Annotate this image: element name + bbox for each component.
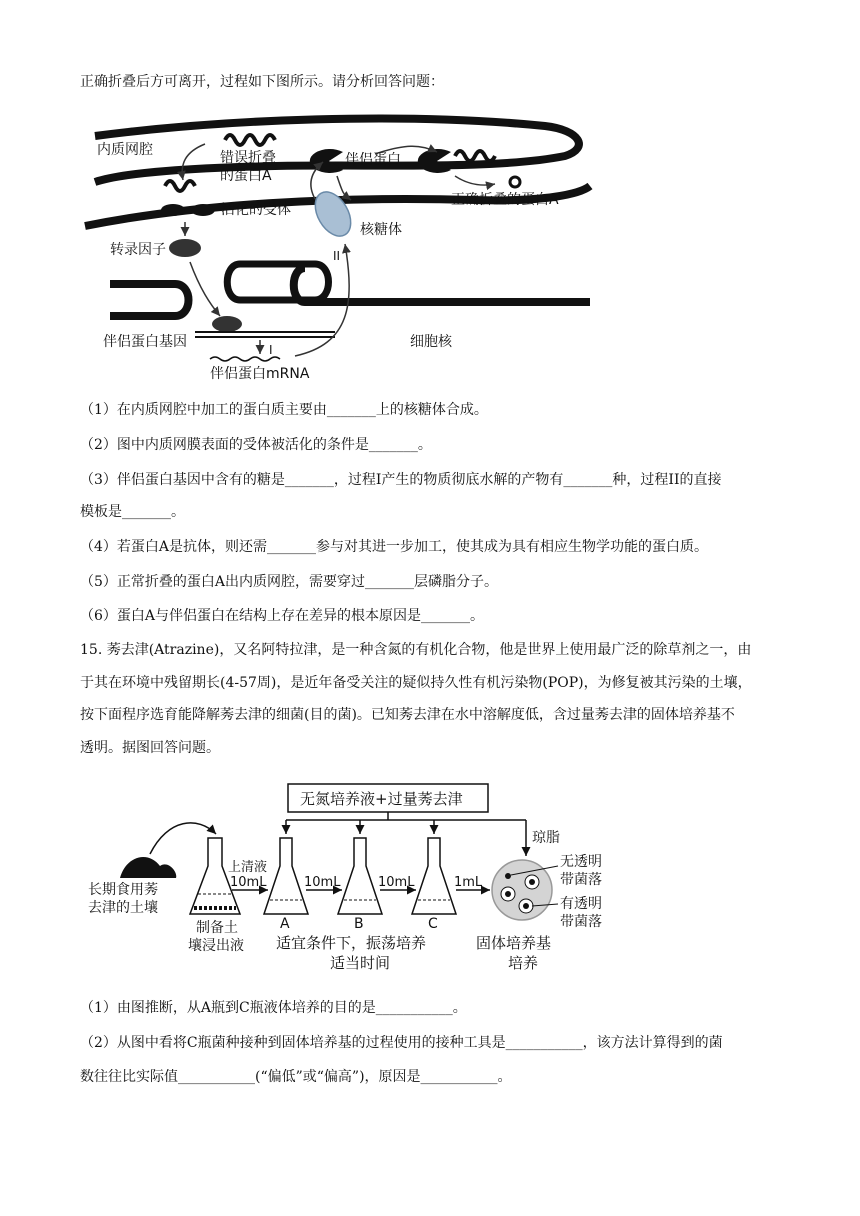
q14-5: （5）正常折叠的蛋白A出内质网腔，需要穿过_______层磷脂分子。: [80, 574, 499, 590]
nuclear-envelope-right: [294, 268, 590, 302]
tf-on-gene-icon: [212, 316, 242, 332]
q15-intro-1: 15. 莠去津(Atrazine)，又名阿特拉津，是一种含氮的有机化合物，他是世界上使用最广泛的除草剂之一，由: [80, 642, 752, 658]
label-no-clear-1: 无透明: [560, 854, 602, 870]
label-vol1: 10mL: [230, 875, 267, 890]
label-flask-c: C: [428, 916, 438, 932]
label-solid-1: 固体培养基: [476, 934, 552, 952]
label-nucleus: 细胞核: [410, 334, 452, 350]
folded-protein-icon: [510, 177, 520, 187]
label-solid-2: 培养: [508, 954, 539, 972]
medium-box-label: 无氮培养液+过量莠去津: [300, 790, 463, 808]
label-ribosome: 核糖体: [360, 222, 402, 238]
q14-6: （6）蛋白A与伴侣蛋白在结构上存在差异的根本原因是_______。: [80, 608, 485, 624]
q15-intro-2: 于其在环境中残留期长(4-57周)，是近年备受关注的疑似持久性有机污染物(POP)，为修复被其污染的土壤，: [80, 675, 752, 691]
receptor-protein-icon: [165, 181, 195, 191]
arrow-misfold-to-receptor: [182, 144, 205, 180]
q15-intro-3: 按下面程序选育能降解莠去津的细菌(目的菌)。已知莠去津在水中溶解度低，含过量莠去津的固体培养基不: [80, 707, 735, 723]
colony-1-icon: [505, 873, 511, 879]
label-flask-b: B: [354, 916, 364, 932]
transcription-factor-icon: [169, 239, 201, 257]
q15-1: （1）由图推断，从A瓶到C瓶液体培养的目的是___________。: [80, 1000, 467, 1016]
label-supernatant: 上清液: [228, 860, 268, 875]
q15-2b: 数往往比实际值___________(“偏低”或“偏高”)，原因是___________。: [80, 1069, 512, 1085]
mrna-strand: [210, 357, 280, 361]
q15-2: （2）从图中看将C瓶菌种接种到固体培养基的过程使用的接种工具是___________，该方法计算得到的菌: [80, 1035, 723, 1051]
ribosome-icon: [308, 186, 358, 243]
label-prep-1: 制备土: [196, 920, 238, 936]
label-activated-receptor: 活化的受体: [221, 202, 291, 218]
label-clear-1: 有透明: [560, 896, 602, 912]
q15-intro-4: 透明。据图回答问题。: [80, 740, 220, 756]
label-process-i: I: [269, 343, 273, 357]
label-transcription-factor: 转录因子: [110, 242, 166, 258]
label-vol4: 1mL: [454, 875, 483, 890]
misfolded-protein-a-icon: [225, 135, 275, 145]
q14-4: （4）若蛋白A是抗体，则还需_______参与对其进一步加工，使其成为具有相应生物学功能的蛋白质。: [80, 539, 709, 555]
q14-3b: 模板是_______。: [80, 504, 185, 520]
q14-2: （2）图中内质网膜表面的受体被活化的条件是_______。: [80, 437, 432, 453]
colony-4-center: [523, 903, 529, 909]
label-vol2: 10mL: [304, 875, 341, 890]
folding-protein-icon: [455, 151, 495, 161]
flask-a-icon: [264, 838, 308, 914]
label-chaperone: 伴侣蛋白: [345, 152, 401, 168]
label-chaperone-gene: 伴侣蛋白基因: [103, 334, 187, 350]
flask-b-icon: [338, 838, 382, 914]
label-misfolded-2: 的蛋白A: [220, 168, 272, 184]
label-prep-2: 壤浸出液: [188, 938, 244, 954]
label-chaperone-mrna: 伴侣蛋白mRNA: [210, 366, 310, 382]
er-chaperone-diagram: [75, 104, 595, 386]
bacteria-selection-diagram: [88, 776, 628, 986]
nuclear-envelope-left: [110, 284, 189, 316]
label-process-ii: II: [333, 249, 341, 263]
q14-1: （1）在内质网腔中加工的蛋白质主要由_______上的核糖体合成。: [80, 402, 488, 418]
soil-pile-icon: [120, 857, 176, 878]
label-culture-1: 适宜条件下，振荡培养: [276, 934, 427, 952]
colony-3-center: [505, 891, 511, 897]
arrow-release: [455, 176, 495, 185]
nuclear-pore-shape: [227, 264, 328, 300]
colony-2-center: [529, 879, 535, 885]
label-soil-1: 长期食用莠: [88, 882, 158, 898]
label-clear-2: 带菌落: [560, 914, 602, 930]
arrow-tf-to-gene: [190, 262, 220, 316]
receptor-left-icon: [161, 204, 185, 216]
label-no-clear-2: 带菌落: [560, 872, 602, 888]
q14-3: （3）伴侣蛋白基因中含有的糖是_______，过程I产生的物质彻底水解的产物有_______种，过程II的直接: [80, 472, 722, 488]
receptor-right-icon: [191, 204, 215, 216]
arrow-soil-to-flask: [150, 823, 216, 854]
label-correct-folded: 正确折叠的蛋白A: [451, 192, 559, 208]
intro-line: 正确折叠后方可离开，过程如下图所示。请分析回答问题：: [80, 74, 444, 90]
label-culture-2: 适当时间: [330, 954, 391, 972]
label-agar: 琼脂: [532, 830, 560, 846]
label-misfolded-1: 错误折叠: [220, 150, 276, 166]
label-er-lumen: 内质网腔: [97, 142, 153, 158]
label-soil-2: 去津的土壤: [88, 900, 158, 916]
flask-c-icon: [412, 838, 456, 914]
label-flask-a: A: [280, 916, 290, 932]
label-vol3: 10mL: [378, 875, 415, 890]
